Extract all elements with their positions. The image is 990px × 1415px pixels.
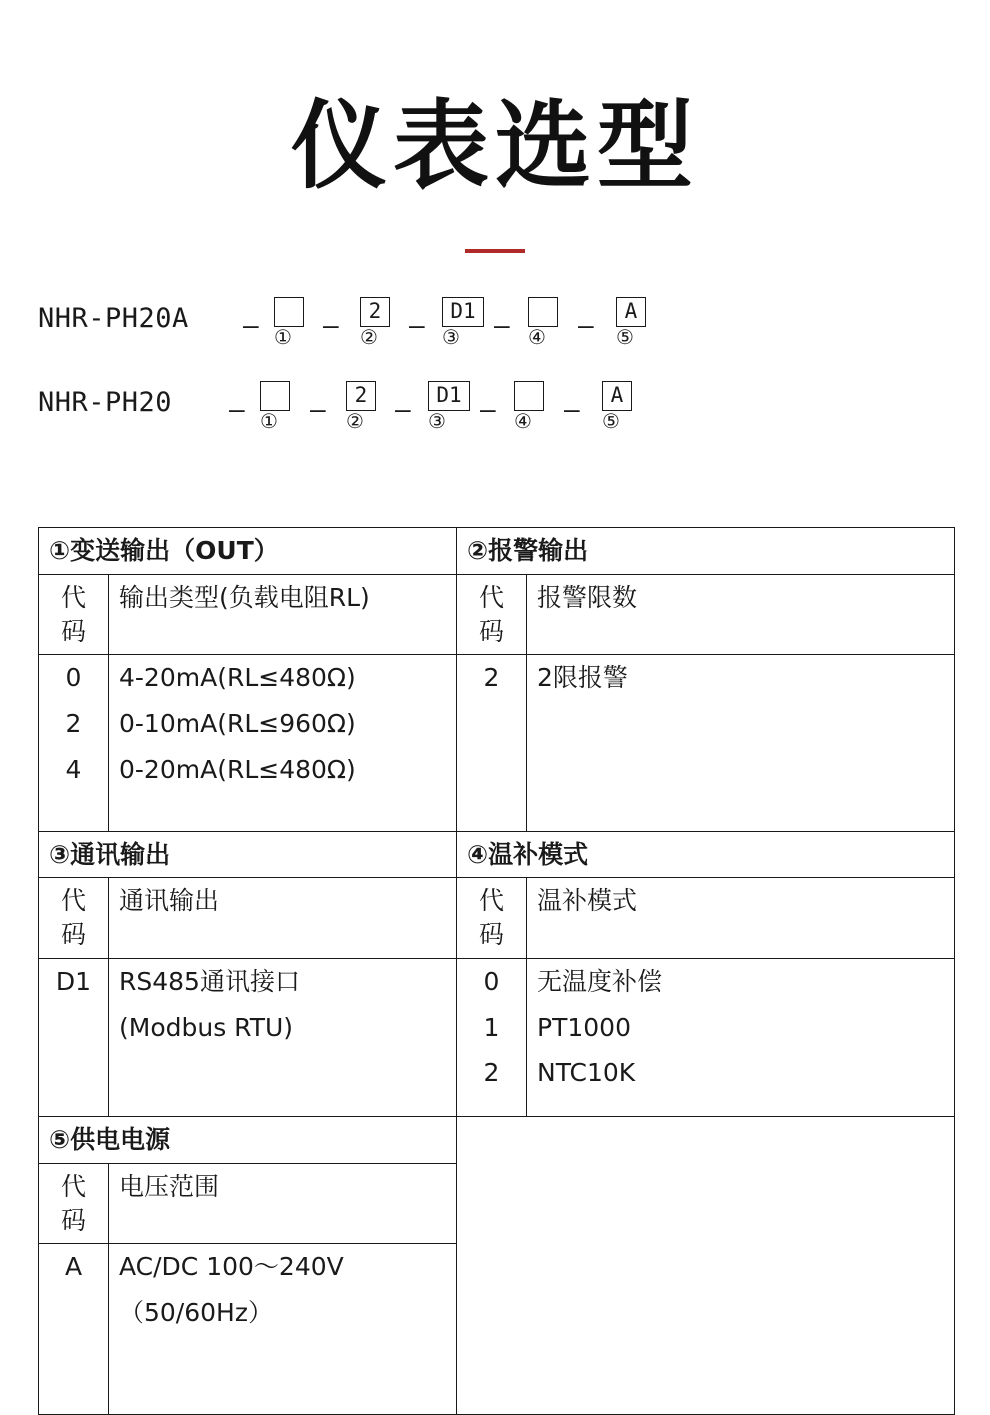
code-segment-4[interactable] xyxy=(514,381,544,433)
dash-separator: — xyxy=(480,394,496,425)
model-name: NHR-PH20 xyxy=(38,386,173,418)
column-header-code: 代码 xyxy=(39,878,109,959)
section-heading-3: ③通讯输出 xyxy=(39,831,457,878)
column-header-desc: 通讯输出 xyxy=(109,878,457,959)
code-segment-5[interactable] xyxy=(602,381,632,433)
desc-value-secondary: （50/60Hz） xyxy=(109,1290,457,1415)
code-value: 1 xyxy=(457,1005,527,1051)
code-box xyxy=(260,381,290,411)
column-header-desc: 温补模式 xyxy=(527,878,955,959)
desc-value: 0-10mA(RL≤960Ω) xyxy=(109,701,457,747)
dash-separator: — xyxy=(243,310,259,341)
dash-separator: — xyxy=(229,394,245,425)
code-box xyxy=(528,297,558,327)
desc-value: 2限报警 xyxy=(527,655,955,831)
code-value: 2 xyxy=(457,655,527,831)
column-header-code: 代码 xyxy=(39,1163,109,1244)
table-row xyxy=(39,878,955,959)
table-row xyxy=(39,1050,955,1116)
desc-value: 无温度补偿 xyxy=(527,958,955,1004)
column-header-code: 代码 xyxy=(39,574,109,655)
dash-separator: — xyxy=(395,394,411,425)
code-value: 4 xyxy=(39,747,109,831)
segment-number: ④ xyxy=(528,324,546,349)
dash-separator: — xyxy=(310,394,326,425)
code-box: D1 xyxy=(442,297,484,327)
section-heading-2: ②报警输出 xyxy=(457,528,955,575)
column-header-code: 代码 xyxy=(457,574,527,655)
table-row xyxy=(39,958,955,1004)
code-segment-3[interactable] xyxy=(442,297,484,349)
column-header-desc: 电压范围 xyxy=(109,1163,457,1244)
desc-value: RS485通讯接口 xyxy=(109,958,457,1004)
table-row xyxy=(39,528,955,575)
desc-value: 4-20mA(RL≤480Ω) xyxy=(109,655,457,701)
desc-value-empty xyxy=(109,1050,457,1116)
segment-number: ② xyxy=(346,408,364,433)
code-segment-1[interactable] xyxy=(260,381,290,433)
dash-separator: — xyxy=(409,310,425,341)
empty-cell xyxy=(457,1117,955,1415)
segment-number: ⑤ xyxy=(616,324,634,349)
desc-value: AC/DC 100～240V xyxy=(109,1244,457,1290)
dash-separator: — xyxy=(578,310,594,341)
model-name: NHR-PH20A xyxy=(38,302,189,334)
code-value: 2 xyxy=(457,1050,527,1116)
segment-number: ① xyxy=(260,408,278,433)
segment-number: ⑤ xyxy=(602,408,620,433)
segment-number: ④ xyxy=(514,408,532,433)
table-row xyxy=(39,831,955,878)
segment-number: ② xyxy=(360,324,378,349)
segment-number: ③ xyxy=(428,408,446,433)
column-header-desc: 报警限数 xyxy=(527,574,955,655)
section-heading-5: ⑤供电电源 xyxy=(39,1117,457,1164)
code-box: 2 xyxy=(346,381,376,411)
code-segment-2[interactable] xyxy=(360,297,390,349)
table-row xyxy=(39,574,955,655)
model-code-block xyxy=(0,297,990,439)
code-segment-1[interactable] xyxy=(274,297,304,349)
segment-number: ① xyxy=(274,324,292,349)
code-segment-3[interactable] xyxy=(428,381,470,433)
desc-value-secondary: (Modbus RTU) xyxy=(109,1005,457,1051)
code-box: A xyxy=(616,297,646,327)
table-row xyxy=(39,1117,955,1164)
column-header-code: 代码 xyxy=(457,878,527,959)
code-value: 2 xyxy=(39,701,109,747)
code-value: A xyxy=(39,1244,109,1290)
code-segment-2[interactable] xyxy=(346,381,376,433)
dash-separator: — xyxy=(564,394,580,425)
title-divider xyxy=(465,249,525,253)
table-row xyxy=(39,1005,955,1051)
code-value-empty xyxy=(39,1290,109,1415)
model-code-row xyxy=(38,297,990,355)
code-box: D1 xyxy=(428,381,470,411)
table-row xyxy=(39,655,955,701)
code-value: D1 xyxy=(39,958,109,1004)
code-value-empty xyxy=(39,1050,109,1116)
code-box: 2 xyxy=(360,297,390,327)
dash-separator: — xyxy=(494,310,510,341)
desc-value: NTC10K xyxy=(527,1050,955,1116)
model-code-row xyxy=(38,381,990,439)
dash-separator: — xyxy=(323,310,339,341)
desc-value: PT1000 xyxy=(527,1005,955,1051)
code-value: 0 xyxy=(39,655,109,701)
segment-number: ③ xyxy=(442,324,460,349)
section-heading-1: ①变送输出（OUT） xyxy=(39,528,457,575)
desc-value: 0-20mA(RL≤480Ω) xyxy=(109,747,457,831)
code-box xyxy=(514,381,544,411)
page-title: 仪表选型 xyxy=(291,90,699,202)
code-value: 0 xyxy=(457,958,527,1004)
code-segment-4[interactable] xyxy=(528,297,558,349)
code-box xyxy=(274,297,304,327)
section-heading-4: ④温补模式 xyxy=(457,831,955,878)
code-value-empty xyxy=(39,1005,109,1051)
column-header-desc: 输出类型(负载电阻RL) xyxy=(109,574,457,655)
code-segment-5[interactable] xyxy=(616,297,646,349)
code-box: A xyxy=(602,381,632,411)
selection-spec-table xyxy=(38,527,955,1415)
